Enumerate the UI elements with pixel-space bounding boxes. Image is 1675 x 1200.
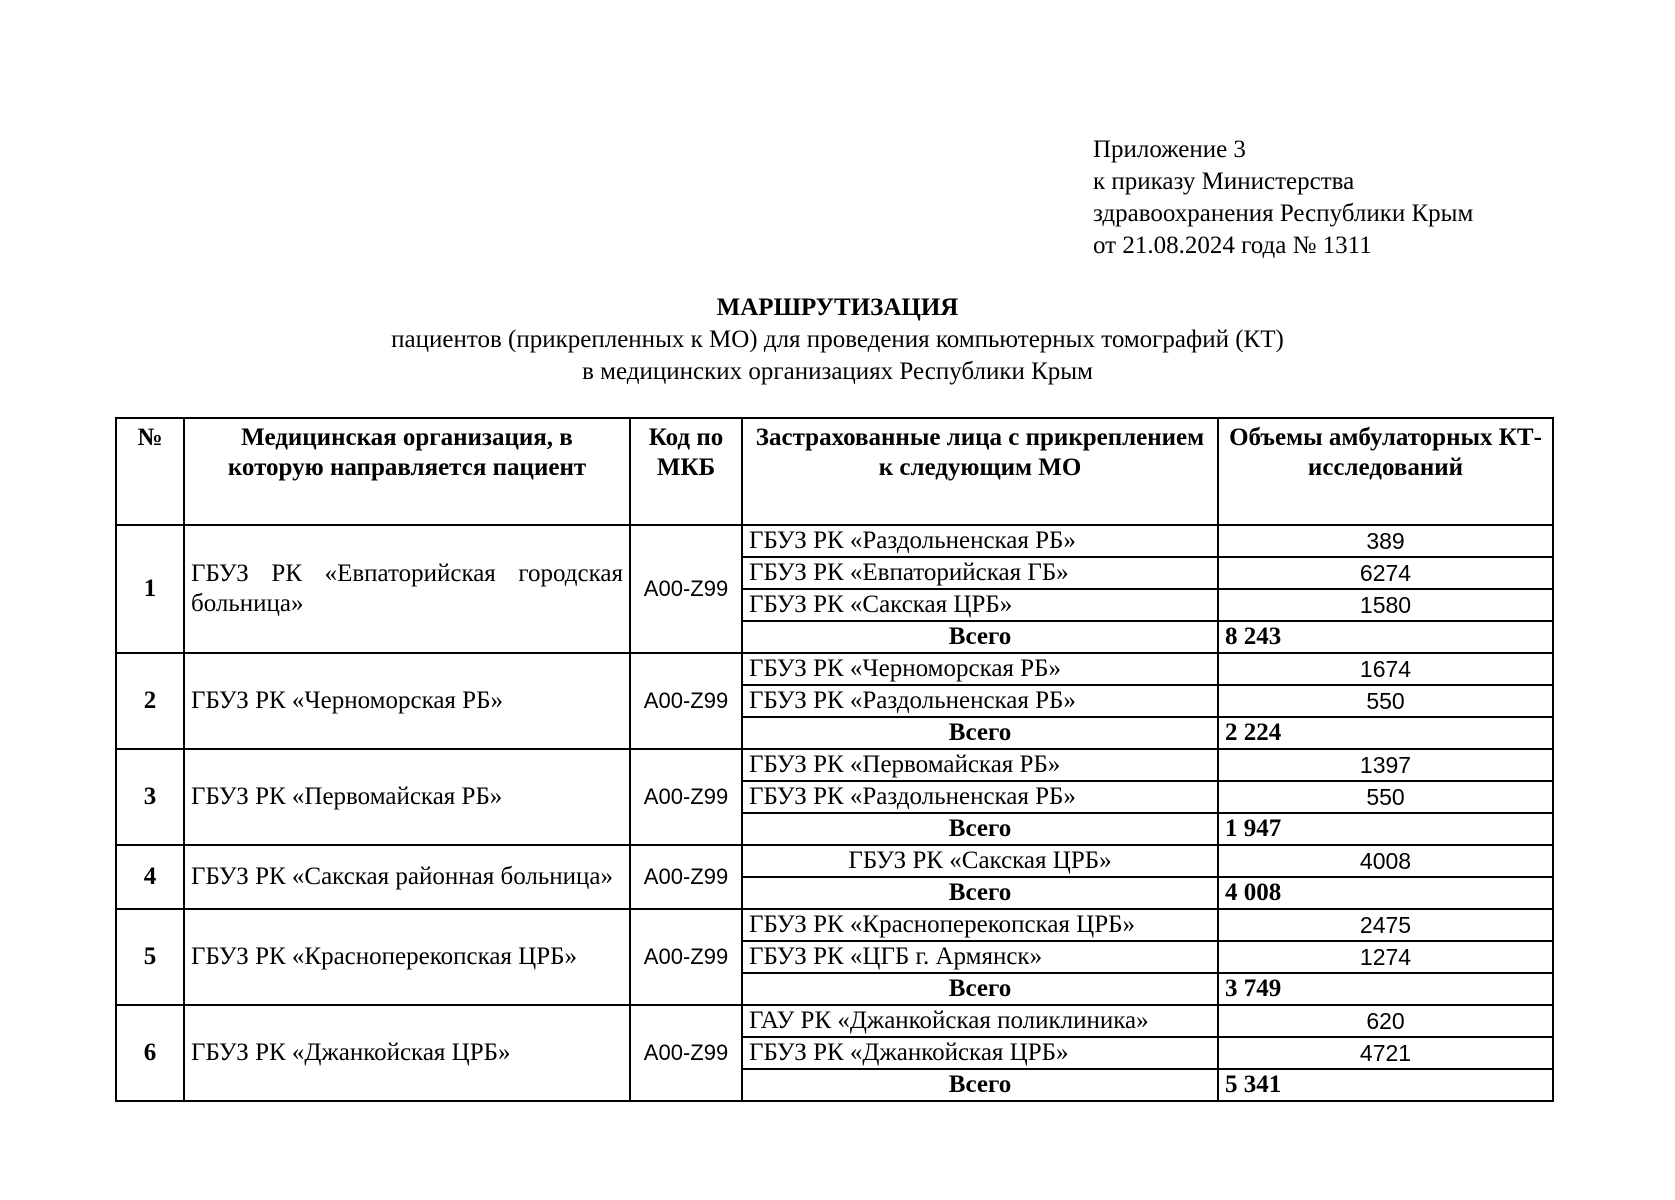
header-org: Медицинская организация, в которую направляется пациент [184,418,630,525]
total-value: 2 224 [1218,717,1553,749]
table-row [116,653,1553,685]
ct-volume: 550 [1218,685,1553,717]
target-organization: ГБУЗ РК «Евпаторийская городская больница» [184,525,630,653]
attached-organization: ГБУЗ РК «Первомайская РБ» [742,749,1218,781]
icd-code: A00-Z99 [630,1005,742,1101]
ct-volume: 389 [1218,525,1553,557]
title-block [0,292,1675,388]
target-organization: ГБУЗ РК «Джанкойская ЦРБ» [184,1005,630,1101]
total-label: Всего [742,973,1218,1005]
target-organization: ГБУЗ РК «Первомайская РБ» [184,749,630,845]
attached-organization: ГАУ РК «Джанкойская поликлиника» [742,1005,1218,1037]
ct-volume: 620 [1218,1005,1553,1037]
ct-volume: 2475 [1218,909,1553,941]
total-label: Всего [742,1069,1218,1101]
table-row [116,909,1553,941]
icd-code: A00-Z99 [630,525,742,653]
attached-organization: ГБУЗ РК «Черноморская РБ» [742,653,1218,685]
routing-table [115,417,1554,1102]
row-number: 2 [116,653,184,749]
total-label: Всего [742,621,1218,653]
row-number: 5 [116,909,184,1005]
appendix-line: к приказу Министерства [1093,168,1355,195]
total-value: 3 749 [1218,973,1553,1005]
target-organization: ГБУЗ РК «Красноперекопская ЦРБ» [184,909,630,1005]
row-number: 1 [116,525,184,653]
ct-volume: 1674 [1218,653,1553,685]
total-label: Всего [742,813,1218,845]
attached-organization: ГБУЗ РК «Джанкойская ЦРБ» [742,1037,1218,1069]
attached-organization: ГБУЗ РК «ЦГБ г. Армянск» [742,941,1218,973]
attached-organization: ГБУЗ РК «Сакская ЦРБ» [742,589,1218,621]
ct-volume: 1274 [1218,941,1553,973]
ct-volume: 1397 [1218,749,1553,781]
appendix-line: от 21.08.2024 года № 1311 [1093,232,1372,259]
attached-organization: ГБУЗ РК «Красноперекопская ЦРБ» [742,909,1218,941]
header-insured: Застрахованные лица с прикреплением к следующим МО [742,418,1218,525]
table-row [116,845,1553,877]
ct-volume: 550 [1218,781,1553,813]
attached-organization: ГБУЗ РК «Раздольненская РБ» [742,525,1218,557]
row-number: 6 [116,1005,184,1101]
table-row [116,525,1553,557]
icd-code: A00-Z99 [630,909,742,1005]
appendix-line: здравоохранения Республики Крым [1093,200,1474,227]
row-number: 3 [116,749,184,845]
table-row [116,1005,1553,1037]
table-header-row [116,418,1553,525]
document-subtitle: пациентов (прикрепленных к МО) для проведения компьютерных томографий (КТ) [391,326,1284,353]
table-row [116,749,1553,781]
document-title: МАРШРУТИЗАЦИЯ [716,294,959,321]
target-organization: ГБУЗ РК «Сакская районная больница» [184,845,630,909]
icd-code: A00-Z99 [630,749,742,845]
header-code: Код по МКБ [630,418,742,525]
icd-code: A00-Z99 [630,845,742,909]
total-value: 5 341 [1218,1069,1553,1101]
attached-organization: ГБУЗ РК «Евпаторийская ГБ» [742,557,1218,589]
appendix-note [1093,134,1473,262]
ct-volume: 1580 [1218,589,1553,621]
header-num: № [116,418,184,525]
table-body [116,525,1553,1101]
total-value: 8 243 [1218,621,1553,653]
icd-code: A00-Z99 [630,653,742,749]
total-value: 4 008 [1218,877,1553,909]
ct-volume: 4008 [1218,845,1553,877]
header-volumes: Объемы амбулаторных КТ-исследований [1218,418,1553,525]
total-label: Всего [742,717,1218,749]
ct-volume: 6274 [1218,557,1553,589]
appendix-line: Приложение 3 [1093,136,1246,163]
ct-volume: 4721 [1218,1037,1553,1069]
row-number: 4 [116,845,184,909]
attached-organization: ГБУЗ РК «Раздольненская РБ» [742,781,1218,813]
document-subtitle: в медицинских организациях Республики Крым [582,358,1093,385]
target-organization: ГБУЗ РК «Черноморская РБ» [184,653,630,749]
attached-organization: ГБУЗ РК «Сакская ЦРБ» [742,845,1218,877]
total-label: Всего [742,877,1218,909]
total-value: 1 947 [1218,813,1553,845]
attached-organization: ГБУЗ РК «Раздольненская РБ» [742,685,1218,717]
